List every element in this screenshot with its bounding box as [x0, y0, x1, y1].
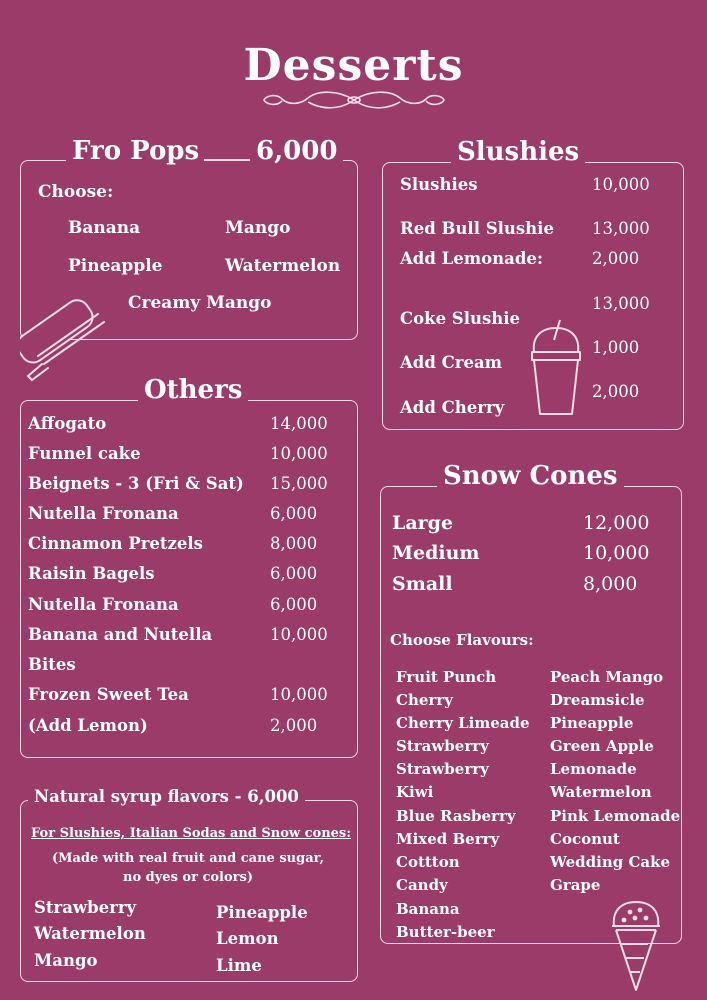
list-item: Pink Lemonade	[550, 807, 681, 825]
list-item: Cherry Limeade	[396, 714, 530, 732]
fro-pops-heading: Fro Pops	[72, 136, 200, 166]
menu-item-name: Add Cream	[400, 353, 503, 372]
list-item: Dreamsicle	[550, 691, 645, 709]
list-item: Pineapple	[550, 714, 634, 732]
list-item: Peach Mango	[550, 668, 664, 686]
list-item: Strawberry	[396, 737, 489, 755]
list-item: Cherry	[396, 691, 453, 709]
menu-item-name: Add Lemonade:	[400, 249, 543, 268]
list-item: Coconut	[550, 830, 620, 848]
menu-item-name: Frozen Sweet Tea	[28, 685, 189, 704]
menu-item-price: 6,000	[270, 504, 318, 523]
menu-item-price: 2,000	[592, 382, 640, 401]
menu-item-name: Bites	[28, 655, 76, 674]
menu-item-price: 13,000	[592, 219, 650, 238]
menu-item-name: Red Bull Slushie	[400, 219, 554, 238]
menu-item-price: 2,000	[270, 716, 318, 735]
list-item: Pineapple	[216, 903, 308, 922]
menu-item-price: 10,000	[583, 542, 650, 564]
syrup-subtitle: For Slushies, Italian Sodas and Snow cones:	[31, 826, 352, 841]
flavours-label: Choose Flavours:	[390, 631, 534, 649]
menu-item-price: 14,000	[270, 414, 328, 433]
menu-item-price: 6,000	[270, 564, 318, 583]
list-item: Kiwi	[396, 783, 434, 801]
list-item: Fruit Punch	[396, 668, 497, 686]
menu-item-price: 10,000	[270, 685, 328, 704]
syrup-note-line-1: (Made with real fruit and cane sugar,	[51, 851, 325, 866]
ice-cream-cone-icon	[608, 898, 664, 994]
list-item: Grape	[550, 876, 601, 894]
list-item: Strawberry	[34, 898, 137, 917]
menu-item-name: Nutella Fronana	[28, 504, 179, 523]
title-ornament-icon	[258, 88, 450, 112]
menu-item-price: 6,000	[270, 595, 318, 614]
snow-cones-heading: Snow Cones	[437, 461, 624, 491]
list-item: Candy	[396, 876, 448, 894]
menu-item-price: 2,000	[592, 249, 640, 268]
list-item: Blue Rasberry	[396, 807, 516, 825]
fro-pops-price: 6,000	[250, 136, 343, 166]
fro-pops-heading-row	[66, 136, 205, 166]
list-item: Lemonade	[550, 760, 637, 778]
others-heading: Others	[138, 375, 248, 405]
list-item: Butter-beer	[396, 923, 495, 941]
menu-item-name: Small	[392, 573, 453, 595]
list-item: Banana	[68, 218, 141, 238]
menu-item-price: 10,000	[270, 625, 328, 644]
menu-item-name: Slushies	[400, 175, 478, 194]
fro-pops-choose-label: Choose:	[38, 182, 114, 202]
list-item: Mixed Berry	[396, 830, 500, 848]
menu-item-name: Banana and Nutella	[28, 625, 213, 644]
popsicle-icon	[20, 298, 120, 384]
menu-item-price: 15,000	[270, 474, 328, 493]
menu-item-name: (Add Lemon)	[28, 716, 148, 735]
list-item: Green Apple	[550, 737, 654, 755]
menu-item-name: Coke Slushie	[400, 309, 521, 328]
syrup-heading: Natural syrup flavors - 6,000	[28, 787, 305, 806]
list-item: Wedding Cake	[550, 853, 671, 871]
fro-pops-heading-line	[204, 159, 252, 161]
menu-item-name: Large	[392, 512, 454, 534]
list-item: Lime	[216, 956, 262, 975]
list-item: Strawberry	[396, 760, 489, 778]
list-item: Pineapple	[68, 256, 163, 276]
page-title: Desserts	[243, 40, 464, 91]
list-item: Creamy Mango	[128, 293, 272, 313]
list-item: Watermelon	[34, 924, 146, 943]
list-item: Mango	[34, 951, 98, 970]
list-item: Mango	[225, 218, 291, 238]
list-item: Cottton	[396, 853, 460, 871]
list-item: Watermelon	[225, 256, 341, 276]
slushies-heading: Slushies	[451, 137, 585, 167]
list-item: Watermelon	[550, 783, 652, 801]
menu-item-price: 10,000	[592, 175, 650, 194]
menu-item-price: 8,000	[583, 573, 638, 595]
menu-item-name: Nutella Fronana	[28, 595, 179, 614]
menu-item-price: 12,000	[583, 512, 650, 534]
menu-item-price: 8,000	[270, 534, 318, 553]
menu-item-price: 10,000	[270, 444, 328, 463]
menu-item-name: Beignets - 3 (Fri & Sat)	[28, 474, 244, 493]
menu-item-name: Raisin Bagels	[28, 564, 155, 583]
menu-item-name: Add Cherry	[400, 398, 505, 417]
slushie-cup-icon	[528, 318, 584, 418]
list-item: Banana	[396, 900, 460, 918]
menu-item-name: Medium	[392, 542, 480, 564]
menu-item-price: 13,000	[592, 294, 650, 313]
menu-item-name: Affogato	[28, 414, 107, 433]
syrup-note-line-2: no dyes or colors)	[123, 870, 253, 885]
menu-item-name: Funnel cake	[28, 444, 141, 463]
menu-item-price: 1,000	[592, 338, 640, 357]
list-item: Lemon	[216, 929, 279, 948]
menu-item-name: Cinnamon Pretzels	[28, 534, 203, 553]
